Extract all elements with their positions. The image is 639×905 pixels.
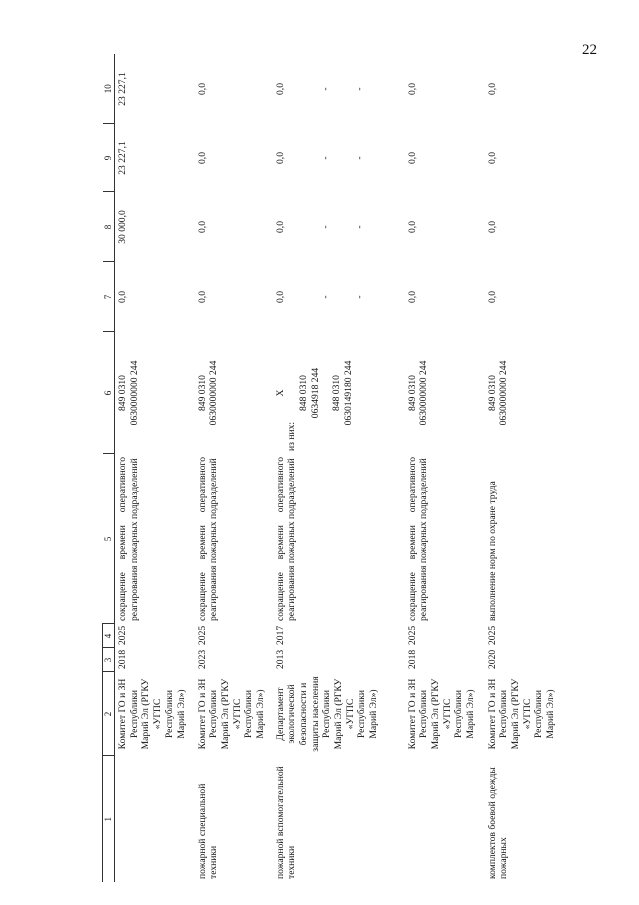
budget-code-line: 0634918 244 <box>309 367 321 419</box>
amount-col7: 0,0 <box>117 291 128 303</box>
dash: - <box>353 225 365 229</box>
executor: Комитет ГО и ЗН Республики Марий Эл (РГКУ «УГПС Республики Марий Эл») <box>196 678 267 750</box>
amount-col9: 0,0 <box>486 152 498 164</box>
table-row <box>273 54 405 882</box>
end-year: 2025 <box>406 625 418 645</box>
amount-col10: 23 227,1 <box>117 72 128 106</box>
amount-col9: 23 227,1 <box>117 141 128 175</box>
column-header: 5 <box>103 454 115 624</box>
column-number-header <box>103 54 115 882</box>
budget-code-line: 0630000000 244 <box>418 360 430 426</box>
amount-col8 <box>273 192 405 262</box>
page-number: 22 <box>582 42 597 58</box>
start-year: 2013 <box>274 649 286 669</box>
amount-col7 <box>273 262 405 332</box>
amount-col10: 0,0 <box>196 83 208 95</box>
budget-code-line: 849 0310 <box>486 375 498 411</box>
end-year: 2017 <box>274 625 286 645</box>
column-header: 1 <box>103 756 115 882</box>
measure-name <box>405 756 485 882</box>
measure-name: пожарной специальной техники <box>196 783 220 879</box>
table-row <box>115 54 195 882</box>
dash: - <box>320 87 332 91</box>
executor: Комитет ГО и ЗН Республики Марий Эл (РГКУ «УГПС Республики Марий Эл») <box>486 678 557 750</box>
amount-col9: 0,0 <box>196 152 208 164</box>
amount-col8: 0,0 <box>196 221 208 233</box>
amount-col7: 0,0 <box>196 291 208 303</box>
dash: - <box>320 295 332 299</box>
budget-code <box>485 332 559 454</box>
end-year: 2025 <box>486 625 498 645</box>
budget-table <box>102 54 559 882</box>
column-header: 2 <box>103 672 115 756</box>
budget-code-line: 0630000000 244 <box>128 360 140 426</box>
dash: - <box>353 87 365 91</box>
amount-col10 <box>273 54 405 124</box>
amount-value: 0,0 <box>274 221 286 233</box>
budget-code <box>405 332 485 454</box>
budget-code-line: 849 0310 <box>196 375 208 411</box>
amount-col7: 0,0 <box>406 291 418 303</box>
table-row <box>485 54 559 882</box>
amount-value: 0,0 <box>274 83 286 95</box>
dash: - <box>320 225 332 229</box>
column-header: 6 <box>103 332 115 454</box>
amount-col8: 30 000,0 <box>117 210 128 244</box>
amount-col9: 0,0 <box>406 152 418 164</box>
budget-code <box>195 332 273 454</box>
budget-code-line: 0630000000 244 <box>208 360 220 426</box>
start-year: 2020 <box>486 649 498 669</box>
budget-code-note: из них: <box>286 421 298 451</box>
budget-code-line: 849 0310 <box>406 375 418 411</box>
dash: - <box>353 295 365 299</box>
amount-col9 <box>273 124 405 192</box>
column-header: 7 <box>103 262 115 332</box>
amount-col10: 0,0 <box>486 83 498 95</box>
budget-code-x: Х <box>274 389 286 397</box>
end-year: 2025 <box>117 625 128 645</box>
measure-name: пожарной вспомогательной техники <box>274 766 298 879</box>
column-header: 4 <box>103 624 115 648</box>
rotated-table-container <box>102 54 557 882</box>
budget-code-line: 848 0310 <box>331 375 343 411</box>
expected-result: сокращение времени оперативного реагирования пожарных подразделений <box>117 457 140 621</box>
column-header: 3 <box>103 648 115 672</box>
budget-code-line: 848 0310 <box>297 375 309 411</box>
amount-col10: 0,0 <box>406 83 418 95</box>
dash: - <box>353 156 365 160</box>
start-year: 2018 <box>406 649 418 669</box>
expected-result: выполнение норм по охране труда <box>486 481 498 621</box>
expected-result: сокращение времени оперативного реагирования пожарных подразделений <box>406 457 430 621</box>
executor: Департамент экологической безопасности и защиты населения Республики Марий Эл (РГКУ «УГПС Республики Марий Эл») <box>274 676 380 752</box>
amount-col7: 0,0 <box>486 291 498 303</box>
measure-name: комплектов боевой одежды пожарных <box>486 767 510 879</box>
expected-result: сокращение времени оперативного реагирования пожарных подразделений <box>274 457 298 621</box>
budget-code-line: 0630149180 244 <box>343 360 355 426</box>
budget-code <box>273 332 405 454</box>
column-header: 9 <box>103 124 115 192</box>
executor: Комитет ГО и ЗН Республики Марий Эл (РГКУ «УГПС Республики Марий Эл») <box>406 678 477 750</box>
budget-code-line: 849 0310 <box>117 375 128 411</box>
expected-result: сокращение времени оперативного реагирования пожарных подразделений <box>196 457 220 621</box>
amount-col8: 0,0 <box>406 221 418 233</box>
executor: Комитет ГО и ЗН Республики Марий Эл (РГКУ «УГПС Республики Марий Эл») <box>117 678 187 750</box>
column-header: 8 <box>103 192 115 262</box>
table-row <box>405 54 485 882</box>
amount-value: 0,0 <box>274 152 286 164</box>
amount-value: 0,0 <box>274 291 286 303</box>
dash: - <box>320 156 332 160</box>
measure-name <box>115 756 195 882</box>
budget-code-line: 0630000000 244 <box>498 360 510 426</box>
start-year: 2018 <box>117 649 128 669</box>
end-year: 2025 <box>196 625 208 645</box>
amount-col8: 0,0 <box>486 221 498 233</box>
column-header: 10 <box>102 84 113 94</box>
start-year: 2023 <box>196 649 208 669</box>
budget-code <box>115 332 195 454</box>
table-row <box>195 54 273 882</box>
